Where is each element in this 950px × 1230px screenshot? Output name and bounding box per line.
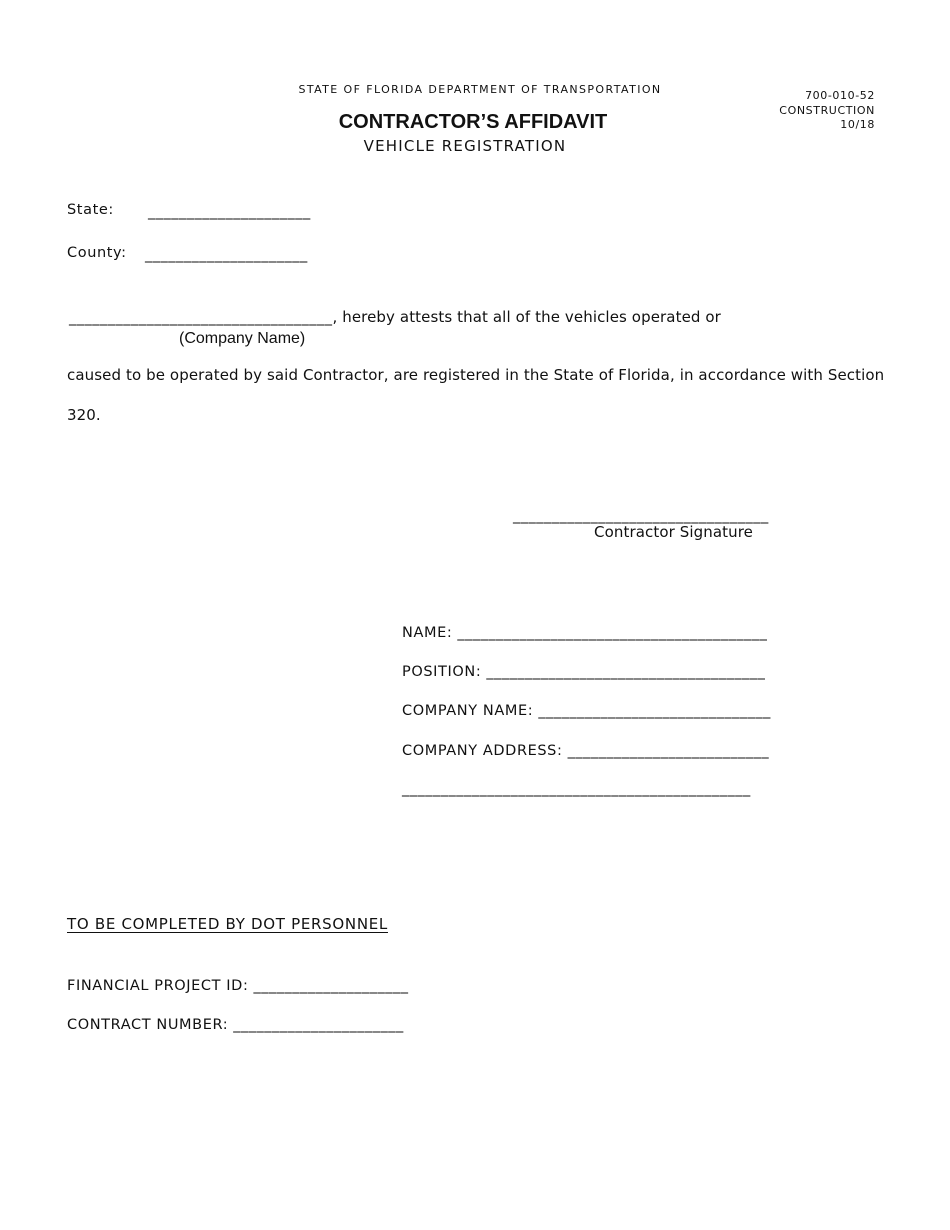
form-number: 700-010-52 (805, 89, 875, 102)
company-name-caption: (Company Name) (179, 330, 306, 347)
contract-number-label: CONTRACT NUMBER: (67, 1017, 229, 1033)
financial-project-label: FINANCIAL PROJECT ID: (67, 978, 249, 994)
county-label: County: (67, 245, 127, 261)
form-category: CONSTRUCTION (779, 103, 875, 117)
document-title: CONTRACTOR’S AFFIDAVIT (338, 111, 608, 133)
attestation-line-3: 320. (67, 406, 101, 424)
state-label: State: (67, 202, 114, 218)
company-address-field[interactable]: __________________________ (567, 743, 770, 759)
company-name-field[interactable]: _____________________________ (69, 310, 294, 326)
signature-caption: Contractor Signature (594, 523, 754, 541)
position-field[interactable]: ____________________________________ (486, 664, 766, 680)
company-address-line-2-field[interactable]: _____________________________________________ (402, 781, 751, 797)
county-field[interactable]: _____________________ (145, 247, 308, 263)
company-name-info-field[interactable]: ______________________________ (538, 703, 771, 719)
financial-project-field[interactable]: ____________________ (253, 978, 409, 994)
form-revision: 10/18 (840, 118, 875, 131)
company-name-field-tail[interactable]: _____ (293, 310, 333, 326)
name-row (402, 622, 767, 641)
position-label: POSITION: (402, 664, 482, 680)
agency-name: STATE OF FLORIDA DEPARTMENT OF TRANSPORTATION (298, 83, 662, 96)
attestation-line-2: caused to be operated by said Contractor, are registered in the State of Florida, in accordance with Section (67, 366, 885, 384)
company-name-row (402, 700, 771, 719)
attestation-line-1 (69, 307, 721, 326)
financial-project-row (67, 975, 409, 994)
company-address-label: COMPANY ADDRESS: (402, 743, 563, 759)
name-field[interactable]: ________________________________________ (457, 625, 768, 641)
attestation-text-1: , hereby attests that all of the vehicles operated or (332, 308, 721, 326)
position-row (402, 661, 765, 680)
contract-number-field[interactable]: ______________________ (233, 1017, 404, 1033)
name-label: NAME: (402, 625, 453, 641)
company-address-row (402, 740, 769, 759)
company-name-label: COMPANY NAME: (402, 703, 534, 719)
contract-number-row (67, 1014, 404, 1033)
signature-field[interactable]: _________________________________ (513, 508, 769, 524)
dot-section-heading: TO BE COMPLETED BY DOT PERSONNEL (67, 915, 388, 933)
state-field[interactable]: _____________________ (148, 204, 311, 220)
document-subtitle: VEHICLE REGISTRATION (363, 137, 567, 155)
